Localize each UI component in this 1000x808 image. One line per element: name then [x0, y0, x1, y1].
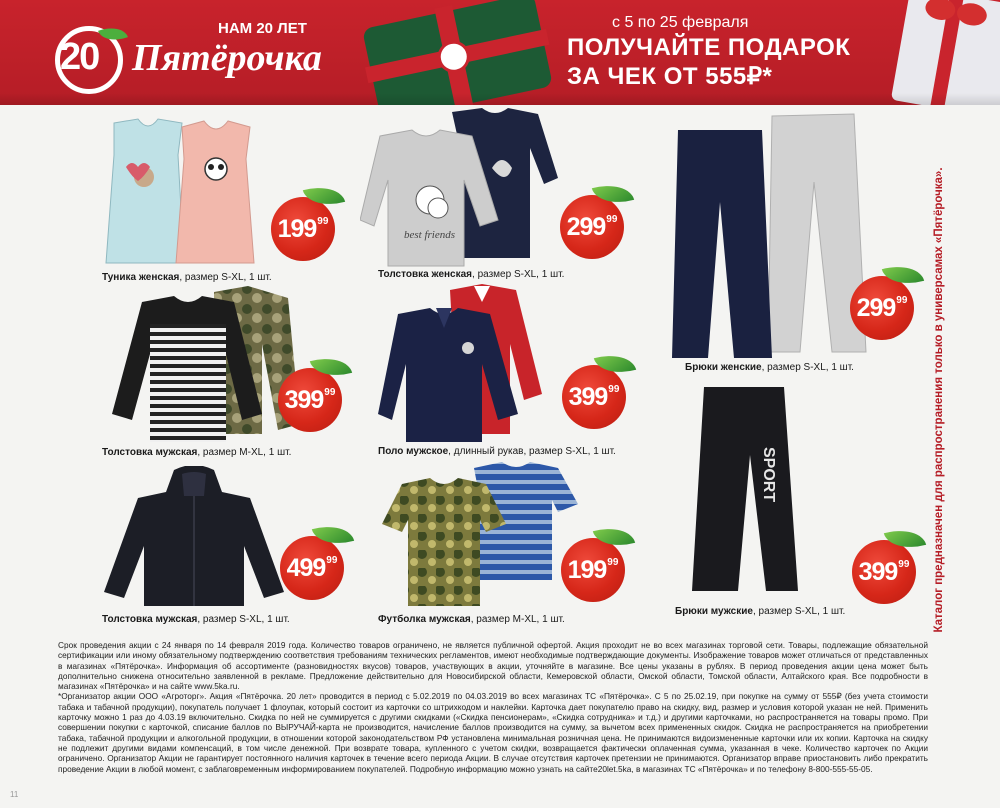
product-caption: Брюки мужские, размер S-XL, 1 шт. [675, 606, 846, 617]
leaf-icon [303, 180, 345, 211]
sport-pants-image [670, 385, 830, 600]
gift-bag-icon [891, 0, 1000, 105]
product-caption: Толстовка мужская, размер S-XL, 1 шт. [102, 614, 290, 625]
gift-box-icon [362, 0, 553, 105]
header-banner [0, 0, 1000, 105]
tshirt-image [382, 460, 582, 610]
striped-sweatshirt-image [102, 284, 302, 444]
product-caption: Поло мужское, длинный рукав, размер S-XL, 1 шт. [378, 446, 616, 457]
leaf-icon [882, 259, 924, 290]
price-tag: 399 99 [562, 365, 626, 429]
tunic-image [86, 115, 266, 265]
hoodie-image [104, 466, 304, 606]
svg-text:best friends: best friends [404, 229, 456, 241]
promo-headline-1: ПОЛУЧАЙТЕ ПОДАРОК [567, 34, 851, 61]
product-caption: Туника женская, размер S-XL, 1 шт. [102, 272, 272, 283]
legal-text [58, 640, 928, 774]
leaf-icon [594, 348, 636, 379]
leaf-icon [593, 521, 635, 552]
anniversary-label: НАМ 20 ЛЕТ [218, 20, 307, 37]
product-caption: Толстовка мужская, размер M-XL, 1 шт. [102, 447, 292, 458]
promo-dates: с 5 по 25 февраля [612, 14, 749, 31]
leaf-icon [310, 351, 352, 382]
page-number: 11 [10, 790, 19, 799]
price-tag: 399 99 [278, 368, 342, 432]
price-tag: 499 99 [280, 536, 344, 600]
price-tag: 199 99 [271, 197, 335, 261]
leaf-icon [592, 178, 634, 209]
product-caption: Брюки женские, размер S-XL, 1 шт. [685, 362, 854, 373]
leaf-icon [884, 523, 926, 554]
polo-image [378, 284, 578, 444]
pants-image [668, 112, 868, 362]
sweatshirt-image [360, 108, 560, 268]
legal-paragraph-1: Срок проведения акции с 24 января по 14 февраля 2019 года. Количество товаров ограничено, не является публичной офертой. Акция проходит не во всех магазинах торговой сети. Товары, подлежащие обязательной сертификации или иному обязательному подтверждению соответствия требованиям технических регламентов, имеют необходимые подтверждающие документы. Изображение товаров может отличаться от представленных в магазинах «Пятёрочка». Информация об ассортименте (разновидностях вкусов) товаров, участвующих в акции, уточняйте в магазине. Все цены указаны в рублях. В период проведения акции цена может быть дополнительно снижена относительно заявленной в рекламе. Предложение действительно для Новосибирской области, Кемеровской области, Омской области, Томской области, Алтайского края. Все подробности в магазинах «Пятёрочка» и на сайте www.5ka.ru. [58, 640, 928, 692]
price-tag: 299 99 [850, 276, 914, 340]
svg-text:SPORT: SPORT [760, 447, 777, 503]
sidebar-disclaimer: Каталог предназначен для распространения только в универсамах «Пятёрочка». [933, 167, 945, 633]
brand-name: Пятёрочка [132, 37, 322, 79]
price-tag: 399 99 [852, 540, 916, 604]
logo-number: 20 [60, 36, 99, 78]
price-tag: 299 99 [560, 195, 624, 259]
promo-headline-2: ЗА ЧЕК ОТ 555₽* [567, 63, 773, 90]
price-tag: 199 99 [561, 538, 625, 602]
product-caption: Толстовка женская, размер S-XL, 1 шт. [378, 269, 565, 280]
legal-paragraph-2: *Организатор акции ООО «Агроторг». Акция «Пятёрочка. 20 лет» проводится в период с 5.02.2019 по 04.03.2019 во всех магазинах ТС «Пятёрочка». С 5 по 25.02.19, при покупке на сумму от 555₽ (без учета стоимости табака и табачной продукции), покупатель получает 1 флоупак, который состоит из карточки со штрихкодом и наклейки. Карточка дает покупателю право на скидку, вид, размер и условия которой указан не ней. Применить карточку можно 1 раз до 4.03.19 включительно. Скидка по ней не суммируется с другими скидками («Скидка пенсионерам», «Скидка сотрудника» и т.д.) и другими карточками, но распространяется на товары промо. При совершении покупки с карточкой, списание баллов по ВЫРУЧАЙ-карта не производится, начисление баллов производится на сумму, за вычетом всех примененных скидок. Скидка не распространяется на приобретении табака, табачной продукции и алкогольной продукции, в отношении которой законодательством РФ установлена минимальная розничная цена. Не принимаются видоизмененные карточки или их копии. Карточка на скидку не подлежит другими видами компенсаций, в том числе денежной. При возврате товара, купленного с учетом скидки, возвращается фактически оплаченная сумма, указанная в чеке. Количество карточек по Акции ограничено. Организатор Акции не гарантирует постоянного наличия карточек в течение всего периода Акции. В случае отсутствия карточек претензии не принимаются. Организатор вправе приостановить либо прекратить проведение Акции в любой момент, с заблаговременным информированием покупателей. Подробную информацию можно узнать на сайте20let.5ka, в магазинах ТС «Пятёрочка» и по телефону 8-800-555-55-05. [58, 691, 928, 774]
leaf-icon [312, 519, 354, 550]
product-caption: Футболка мужская, размер M-XL, 1 шт. [378, 614, 565, 625]
